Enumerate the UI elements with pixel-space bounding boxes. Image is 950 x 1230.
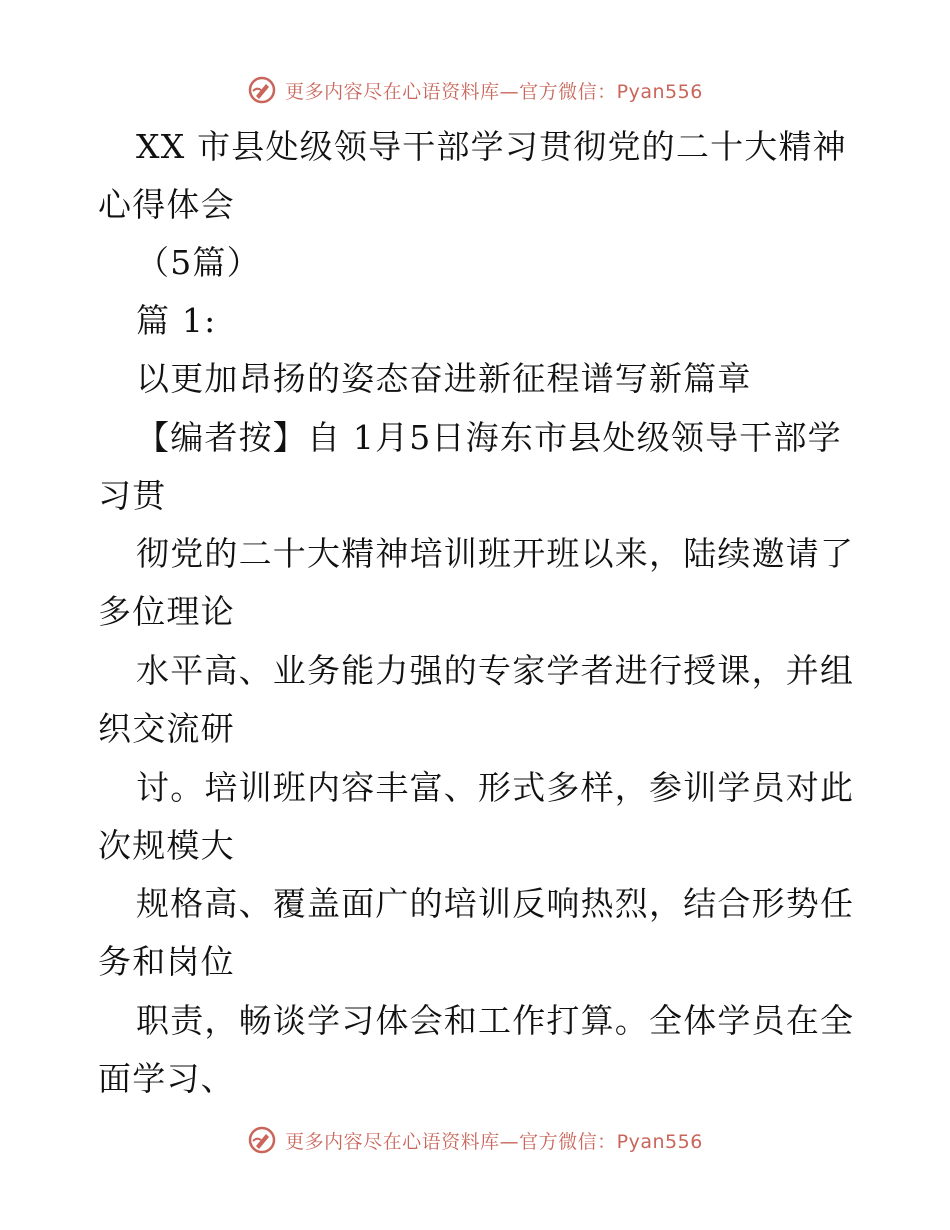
doc-paragraph-line: 水平高、业务能力强的专家学者进行授课，并组 <box>136 651 855 690</box>
pen-logo-icon <box>247 75 277 105</box>
pen-logo-icon <box>247 1125 277 1155</box>
doc-paragraph-line: 次规模大 <box>98 826 235 865</box>
doc-paragraph-line: 多位理论 <box>98 592 235 631</box>
doc-title-line-2: 心得体会 <box>98 185 235 224</box>
doc-paragraph-line: 讨。培训班内容丰富、形式多样，参训学员对此 <box>136 768 855 807</box>
doc-title-line-1: XX 市县处级领导干部学习贯彻党的二十大精神 <box>136 127 847 166</box>
doc-paragraph-line: 务和岗位 <box>98 942 235 981</box>
doc-article-title: 以更加昂扬的姿态奋进新征程谱写新篇章 <box>136 359 752 398</box>
doc-paragraph-line: 彻党的二十大精神培训班开班以来，陆续邀请了 <box>136 534 855 573</box>
doc-section-heading: 篇 1: <box>136 301 217 340</box>
watermark-text: 更多内容尽在心语资料库—官方微信：Pyan556 <box>285 80 703 103</box>
doc-paragraph-line: 职责，畅谈学习体会和工作打算。全体学员在全 <box>136 1001 855 1040</box>
footer-watermark <box>0 1120 950 1160</box>
doc-paragraph-line: 面学习、 <box>98 1059 235 1098</box>
doc-paragraph-line: 习贯 <box>98 476 167 515</box>
doc-paragraph-line: 【编者按】自 1月5日海东市县处级领导干部学 <box>136 418 842 457</box>
doc-paragraph-line: 规格高、覆盖面广的培训反响热烈，结合形势任 <box>136 884 855 923</box>
watermark-text: 更多内容尽在心语资料库—官方微信：Pyan556 <box>285 1130 703 1153</box>
doc-count-line: （5篇） <box>136 243 261 282</box>
doc-paragraph-line: 织交流研 <box>98 709 235 748</box>
header-watermark <box>0 70 950 110</box>
